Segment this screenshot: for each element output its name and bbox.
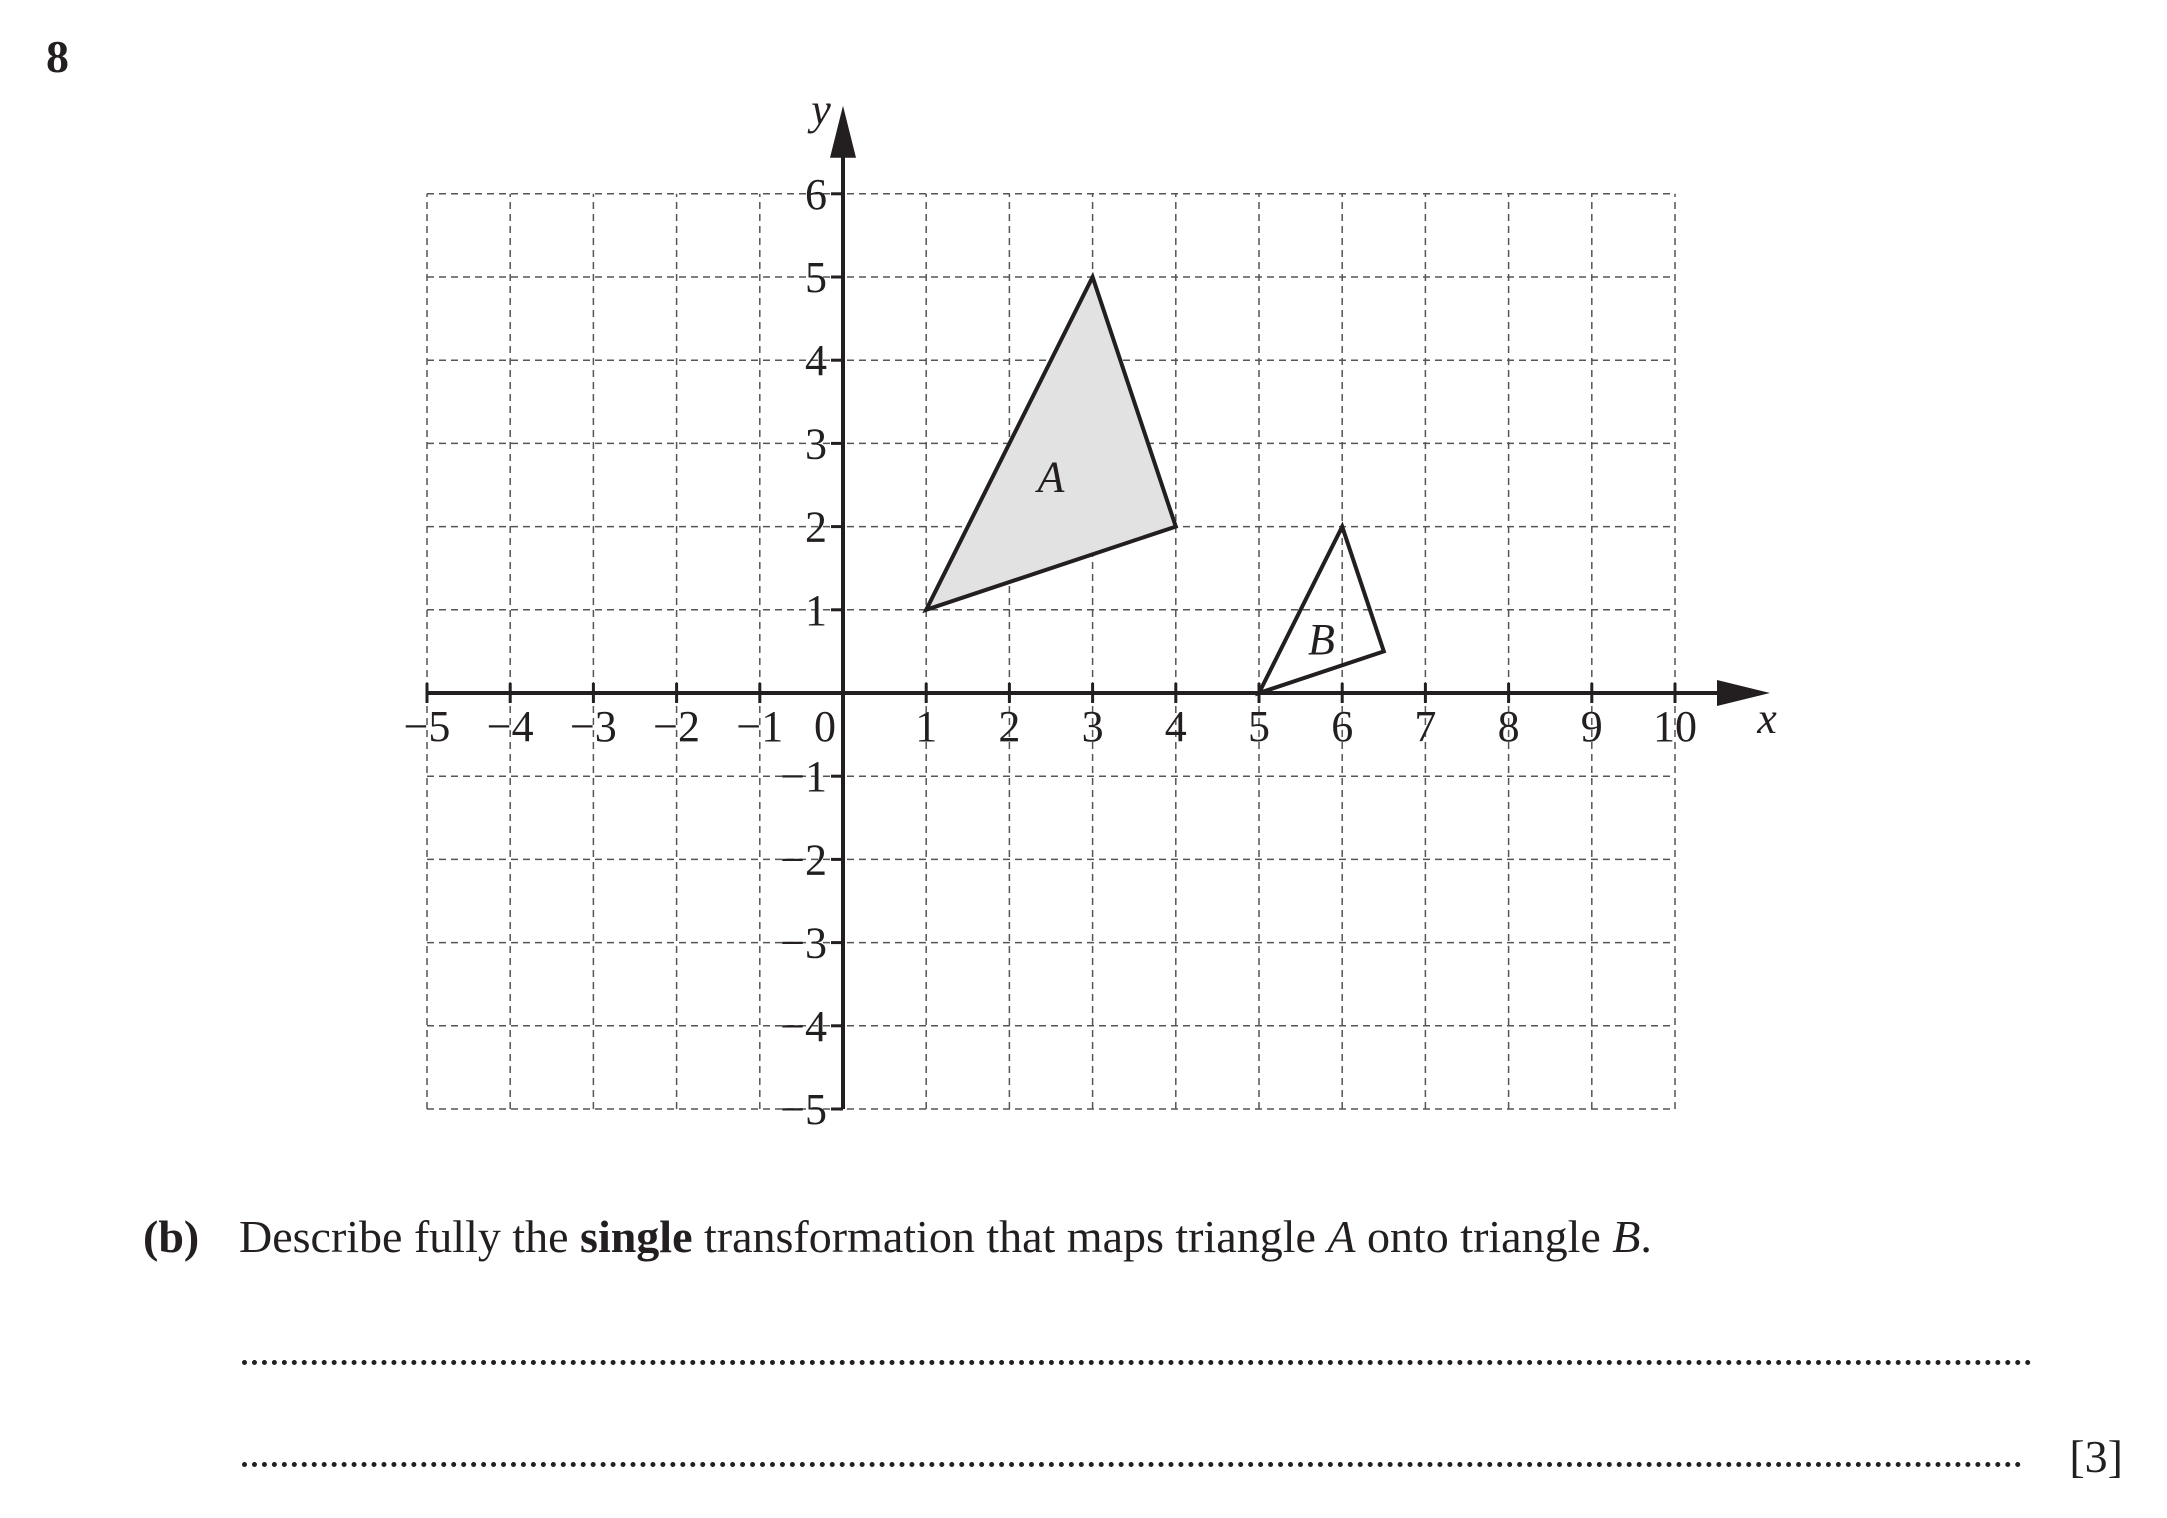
axes [427,106,1770,1109]
marks-label: [3] [2069,1431,2123,1482]
y-axis-arrow [830,106,856,158]
x-axis-label: x [1757,694,1777,743]
question-text-start: Describe fully the [239,1211,581,1262]
x-tick-label: 0 [814,702,836,751]
x-tick-label: 2 [998,702,1021,751]
answer-line-1[interactable] [242,1360,2032,1365]
triangle-label-a: A [1037,452,1065,502]
question-text-end: . [1640,1211,1652,1262]
answer-line-2[interactable] [242,1462,2022,1467]
x-tick-label: −4 [486,702,534,751]
y-tick-label: 2 [805,502,827,552]
x-tick-label: 6 [1331,702,1354,751]
triangle-label-b: B [1307,614,1335,664]
y-tick-label: 3 [805,419,827,469]
question-text-bold: single [580,1211,693,1262]
question-text-onto: onto triangle [1355,1211,1613,1262]
y-tick-label: 1 [805,585,827,635]
y-tick-label: 6 [805,169,827,219]
x-tick-label: 9 [1580,702,1603,751]
x-tick-label: 10 [1653,702,1697,751]
grid-lines [427,194,1675,1109]
question-text-middle: transformation that maps triangle [692,1211,1328,1262]
x-tick-label: 3 [1081,702,1104,751]
triangle-b-ref: B [1612,1211,1641,1262]
y-tick-label: −1 [780,752,827,802]
y-tick-label: −3 [780,918,827,968]
x-tick-label: 7 [1414,702,1437,751]
triangle-a-ref: A [1327,1211,1356,1262]
x-tick-label: 8 [1497,702,1520,751]
question-part-b [143,1210,1652,1263]
question-number: 8 [46,31,69,82]
triangle-a [926,277,1176,610]
y-tick-label: 4 [805,336,827,386]
x-tick-label: −3 [569,702,617,751]
y-tick-label: −2 [780,835,827,885]
x-tick-label: 4 [1164,702,1187,751]
x-tick-label: −1 [736,702,784,751]
x-tick-label: 1 [915,702,938,751]
x-tick-label: −5 [403,702,451,751]
x-tick-label: −2 [653,702,701,751]
y-tick-label: −4 [780,1001,827,1051]
y-axis-label: y [811,84,831,134]
part-label: (b) [143,1211,200,1262]
y-tick-label: −5 [780,1085,827,1134]
y-tick-label: 5 [805,253,827,302]
x-tick-label: 5 [1248,702,1270,751]
